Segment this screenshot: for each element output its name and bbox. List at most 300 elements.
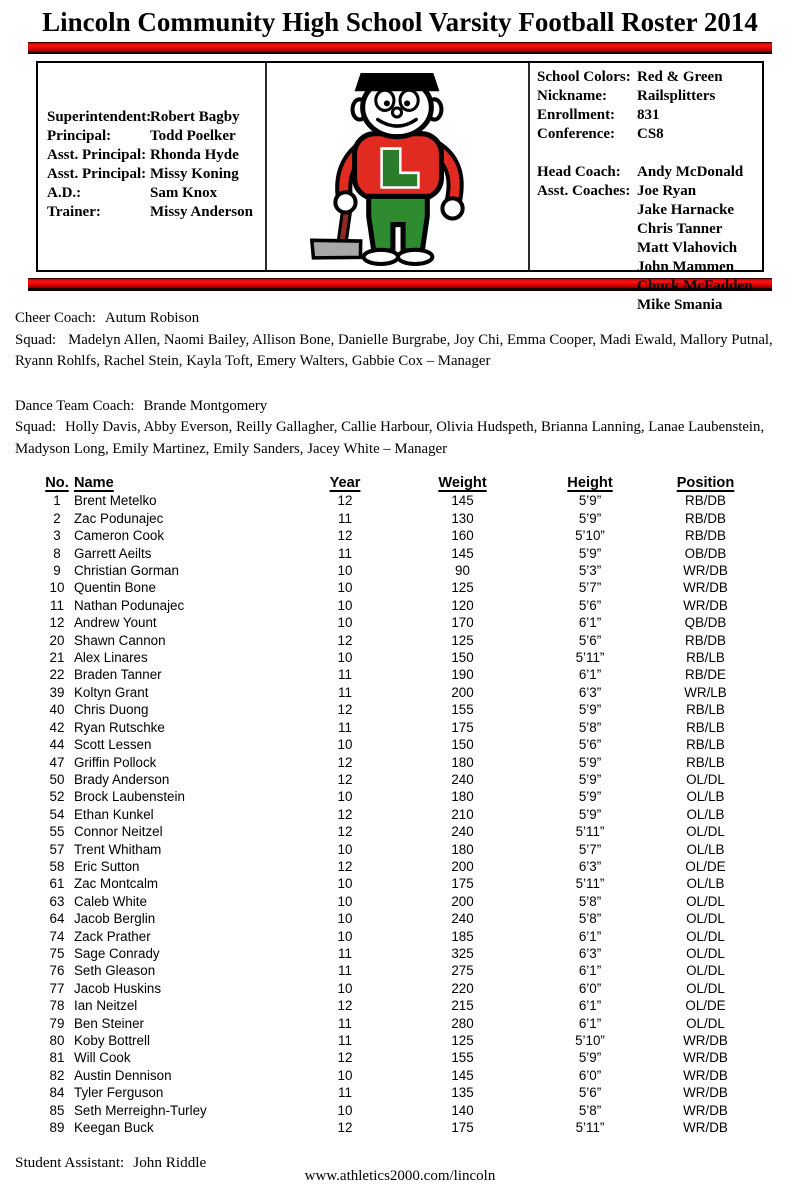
player-year: 11 bbox=[338, 510, 352, 526]
player-height: 5’9” bbox=[578, 806, 602, 822]
player-name: Shawn Cannon bbox=[74, 632, 166, 648]
student-assistant-label: Student Assistant: bbox=[15, 1154, 125, 1172]
player-height: 6’0” bbox=[578, 1067, 602, 1083]
player-year: 10 bbox=[337, 597, 353, 613]
table-row bbox=[40, 788, 776, 805]
table-row bbox=[40, 545, 776, 562]
player-weight: 170 bbox=[451, 615, 474, 631]
player-position: WR/LB bbox=[684, 684, 727, 700]
table-row bbox=[40, 666, 776, 683]
axe-head bbox=[309, 234, 362, 264]
player-height: 6’3” bbox=[578, 945, 602, 961]
player-weight: 145 bbox=[451, 545, 474, 561]
table-row bbox=[40, 1084, 776, 1101]
player-year: 12 bbox=[337, 1050, 353, 1066]
player-name: Chris Duong bbox=[74, 702, 149, 718]
player-position: WR/DB bbox=[683, 1067, 728, 1083]
admin-label: Trainer: bbox=[47, 204, 101, 220]
player-number: 64 bbox=[49, 911, 65, 927]
player-height: 5’7” bbox=[578, 841, 602, 857]
player-weight: 190 bbox=[451, 667, 474, 683]
school-info-value: Railsplitters bbox=[637, 88, 716, 104]
player-position: WR/DB bbox=[683, 1102, 728, 1118]
player-height: 5’8” bbox=[578, 911, 602, 927]
player-position: WR/DB bbox=[683, 563, 728, 579]
admin-value: Missy Koning bbox=[150, 166, 239, 182]
player-weight: 125 bbox=[451, 632, 474, 648]
column-header-year: Year bbox=[329, 475, 361, 491]
player-position: OL/DL bbox=[686, 771, 725, 787]
player-weight: 90 bbox=[455, 563, 470, 579]
player-name: Jacob Huskins bbox=[74, 980, 162, 996]
head-coach-name: Andy McDonald bbox=[637, 164, 744, 180]
column-header-height: Height bbox=[567, 475, 613, 491]
player-height: 6’3” bbox=[578, 684, 602, 700]
player-name: Seth Merreighn-Turley bbox=[74, 1102, 207, 1118]
player-number: 1 bbox=[53, 493, 61, 509]
admin-label: Principal: bbox=[47, 128, 112, 144]
player-position: OL/DL bbox=[686, 980, 725, 996]
player-year: 10 bbox=[337, 650, 353, 666]
admin-label: Asst. Principal: bbox=[47, 166, 147, 182]
player-name: Connor Neitzel bbox=[74, 824, 163, 840]
player-year: 11 bbox=[338, 667, 352, 683]
player-name: Brady Anderson bbox=[74, 771, 170, 787]
admin-row bbox=[47, 108, 265, 127]
player-position: OL/DE bbox=[685, 998, 726, 1014]
player-height: 6’1” bbox=[578, 998, 602, 1014]
player-weight: 210 bbox=[451, 806, 474, 822]
player-height: 6’0” bbox=[578, 980, 602, 996]
player-weight: 240 bbox=[451, 824, 474, 840]
dance-squad-line bbox=[15, 417, 785, 460]
player-name: Tyler Ferguson bbox=[74, 1085, 164, 1101]
player-position: RB/DB bbox=[685, 493, 726, 509]
table-row bbox=[40, 1049, 776, 1066]
player-year: 10 bbox=[337, 563, 353, 579]
asst-coach-name: Joe Ryan bbox=[637, 183, 697, 199]
admin-row bbox=[47, 165, 265, 184]
player-height: 5’9” bbox=[578, 493, 602, 509]
player-name: Brock Laubenstein bbox=[74, 789, 185, 805]
player-height: 5’9” bbox=[578, 510, 602, 526]
school-info-label: School Colors: bbox=[537, 69, 631, 85]
player-year: 12 bbox=[337, 702, 353, 718]
player-height: 5’11” bbox=[575, 1120, 605, 1136]
asst-coach-name: Matt Vlahovich bbox=[637, 240, 738, 256]
mascot-hair bbox=[354, 73, 439, 91]
player-year: 10 bbox=[337, 911, 353, 927]
mascot-panel bbox=[265, 63, 530, 270]
player-position: RB/LB bbox=[686, 719, 725, 735]
player-year: 11 bbox=[338, 1015, 352, 1031]
player-year: 11 bbox=[338, 545, 352, 561]
player-year: 11 bbox=[338, 684, 352, 700]
school-info-value: Red & Green bbox=[637, 69, 723, 85]
asst-coach-name: Jake Harnacke bbox=[637, 202, 735, 218]
cheer-squad-label: Squad: bbox=[15, 331, 57, 348]
admin-row bbox=[47, 203, 265, 222]
player-height: 6’1” bbox=[578, 928, 602, 944]
player-position: WR/DB bbox=[683, 580, 728, 596]
table-row bbox=[40, 980, 776, 997]
player-number: 47 bbox=[49, 754, 65, 770]
player-height: 5’10” bbox=[575, 1033, 605, 1048]
player-weight: 145 bbox=[451, 493, 474, 509]
player-number: 12 bbox=[49, 615, 65, 631]
player-position: RB/DE bbox=[685, 667, 726, 683]
player-number: 9 bbox=[53, 563, 61, 579]
player-height: 5’6” bbox=[578, 1085, 602, 1101]
table-row bbox=[40, 1119, 776, 1136]
school-info-row bbox=[537, 125, 762, 144]
player-year: 12 bbox=[337, 858, 353, 874]
table-row bbox=[40, 736, 776, 753]
player-height: 5’9” bbox=[578, 545, 602, 561]
player-number: 20 bbox=[49, 632, 65, 648]
player-year: 12 bbox=[337, 632, 353, 648]
cheer-section bbox=[15, 308, 785, 373]
player-name: Brent Metelko bbox=[74, 493, 157, 509]
table-row bbox=[40, 579, 776, 596]
player-position: OL/DL bbox=[686, 824, 725, 840]
admin-label: A.D.: bbox=[47, 185, 82, 201]
player-number: 8 bbox=[53, 545, 61, 561]
table-row bbox=[40, 649, 776, 666]
student-assistant-name: John Riddle bbox=[133, 1154, 207, 1172]
player-number: 44 bbox=[49, 737, 65, 753]
player-height: 5’9” bbox=[578, 754, 602, 770]
player-height: 6’3” bbox=[578, 858, 602, 874]
player-weight: 150 bbox=[451, 650, 474, 666]
player-year: 10 bbox=[337, 737, 353, 753]
player-height: 6’1” bbox=[578, 615, 602, 631]
player-year: 11 bbox=[338, 1085, 352, 1101]
roster-table bbox=[40, 475, 776, 1136]
player-position: RB/LB bbox=[686, 650, 725, 666]
player-year: 12 bbox=[337, 528, 353, 544]
player-year: 12 bbox=[337, 754, 353, 770]
player-year: 12 bbox=[337, 1120, 353, 1136]
player-year: 10 bbox=[337, 980, 353, 996]
railsplitter-mascot-icon bbox=[305, 67, 491, 267]
table-row bbox=[40, 701, 776, 718]
player-height: 5’9” bbox=[578, 789, 602, 805]
asst-coaches-row bbox=[537, 182, 762, 315]
table-row bbox=[40, 754, 776, 771]
admin-label: Superintendent: bbox=[47, 109, 152, 125]
table-row bbox=[40, 632, 776, 649]
player-name: Zac Podunajec bbox=[74, 510, 164, 526]
player-position: RB/DB bbox=[685, 632, 726, 648]
player-name: Koby Bottrell bbox=[74, 1033, 150, 1048]
player-name: Trent Whitham bbox=[74, 841, 162, 857]
administration-panel bbox=[38, 63, 265, 270]
table-row bbox=[40, 893, 776, 910]
player-number: 52 bbox=[49, 789, 65, 805]
table-row bbox=[40, 614, 776, 631]
player-year: 12 bbox=[337, 806, 353, 822]
player-year: 12 bbox=[337, 998, 353, 1014]
player-year: 10 bbox=[337, 893, 353, 909]
player-year: 11 bbox=[338, 1033, 352, 1048]
player-number: 80 bbox=[49, 1033, 65, 1048]
player-height: 6’1” bbox=[578, 963, 602, 979]
roster-header-row bbox=[40, 475, 776, 492]
player-number: 63 bbox=[49, 893, 65, 909]
table-row bbox=[40, 1032, 776, 1049]
table-row bbox=[40, 806, 776, 823]
player-number: 75 bbox=[49, 945, 65, 961]
player-weight: 240 bbox=[451, 911, 474, 927]
player-name: Caleb White bbox=[74, 893, 147, 909]
player-year: 10 bbox=[337, 876, 353, 892]
player-weight: 180 bbox=[451, 841, 474, 857]
player-position: OL/LB bbox=[686, 876, 725, 892]
school-info-label: Enrollment: bbox=[537, 107, 616, 123]
dance-coach-label: Dance Team Coach: bbox=[15, 397, 135, 414]
player-year: 12 bbox=[337, 771, 353, 787]
player-position: RB/LB bbox=[686, 702, 725, 718]
player-weight: 145 bbox=[451, 1067, 474, 1083]
dance-squad-label: Squad: bbox=[15, 419, 57, 435]
player-year: 12 bbox=[337, 493, 353, 509]
player-year: 10 bbox=[337, 1102, 353, 1118]
player-name: Griffin Pollock bbox=[74, 754, 157, 770]
page-title: Lincoln Community High School Varsity Football Roster 2014 bbox=[42, 7, 758, 37]
player-height: 5’8” bbox=[578, 719, 602, 735]
school-info-row bbox=[537, 106, 762, 125]
player-weight: 175 bbox=[451, 876, 474, 892]
player-height: 5’10” bbox=[575, 528, 605, 544]
footer-url: www.athletics2000.com/lincoln bbox=[304, 1168, 496, 1184]
player-weight: 175 bbox=[451, 1120, 474, 1136]
player-year: 12 bbox=[337, 824, 353, 840]
cheer-squad-line bbox=[15, 330, 785, 373]
player-name: Ben Steiner bbox=[74, 1015, 144, 1031]
player-weight: 130 bbox=[451, 510, 474, 526]
player-number: 79 bbox=[49, 1015, 65, 1031]
player-weight: 120 bbox=[451, 597, 474, 613]
player-position: WR/DB bbox=[683, 1033, 728, 1048]
player-number: 3 bbox=[53, 528, 61, 544]
player-weight: 240 bbox=[451, 771, 474, 787]
admin-value: Missy Anderson bbox=[150, 204, 253, 220]
player-number: 89 bbox=[49, 1120, 65, 1136]
player-name: Jacob Berglin bbox=[74, 911, 156, 927]
player-weight: 215 bbox=[451, 998, 474, 1014]
player-number: 11 bbox=[50, 597, 64, 613]
player-height: 5’6” bbox=[578, 737, 602, 753]
player-weight: 220 bbox=[451, 980, 474, 996]
player-number: 81 bbox=[49, 1050, 65, 1066]
school-info-label: Conference: bbox=[537, 126, 616, 142]
player-name: Eric Sutton bbox=[74, 858, 140, 874]
player-weight: 200 bbox=[451, 893, 474, 909]
table-row bbox=[40, 823, 776, 840]
player-year: 10 bbox=[337, 841, 353, 857]
player-position: OL/DL bbox=[686, 893, 725, 909]
table-row bbox=[40, 841, 776, 858]
player-number: 78 bbox=[49, 998, 65, 1014]
table-row bbox=[40, 1015, 776, 1032]
player-name: Ryan Rutschke bbox=[74, 719, 165, 735]
player-weight: 155 bbox=[451, 1050, 474, 1066]
player-number: 77 bbox=[49, 980, 65, 996]
column-header-weight: Weight bbox=[438, 475, 487, 491]
school-info-row bbox=[537, 87, 762, 106]
cheer-coach-label: Cheer Coach: bbox=[15, 310, 96, 326]
table-row bbox=[40, 910, 776, 927]
player-year: 10 bbox=[337, 928, 353, 944]
column-header-no: No. bbox=[45, 475, 69, 491]
player-weight: 325 bbox=[451, 945, 474, 961]
column-header-position: Position bbox=[676, 475, 735, 491]
player-position: OL/DL bbox=[686, 945, 725, 961]
admin-label: Asst. Principal: bbox=[47, 147, 147, 163]
player-position: OB/DB bbox=[684, 545, 727, 561]
player-name: Austin Dennison bbox=[74, 1067, 172, 1083]
player-weight: 155 bbox=[451, 702, 474, 718]
table-row bbox=[40, 875, 776, 892]
player-name: Koltyn Grant bbox=[74, 684, 149, 700]
player-year: 10 bbox=[337, 1067, 353, 1083]
player-weight: 185 bbox=[451, 928, 474, 944]
asst-coach-name: Chuck McFadden bbox=[637, 278, 753, 294]
player-height: 5’6” bbox=[578, 597, 602, 613]
player-position: RB/LB bbox=[686, 737, 725, 753]
player-year: 10 bbox=[337, 615, 353, 631]
table-row bbox=[40, 962, 776, 979]
player-number: 58 bbox=[49, 858, 65, 874]
player-height: 5’7” bbox=[578, 580, 602, 596]
player-name: Scott Lessen bbox=[74, 737, 152, 753]
player-number: 85 bbox=[49, 1102, 65, 1118]
player-weight: 180 bbox=[451, 789, 474, 805]
player-number: 82 bbox=[49, 1067, 65, 1083]
player-number: 42 bbox=[49, 719, 65, 735]
player-weight: 125 bbox=[451, 1033, 474, 1048]
player-number: 54 bbox=[49, 806, 65, 822]
table-row bbox=[40, 858, 776, 875]
player-height: 5’11” bbox=[575, 824, 605, 840]
table-row bbox=[40, 597, 776, 614]
player-name: Will Cook bbox=[74, 1050, 131, 1066]
admin-value: Robert Bagby bbox=[150, 109, 240, 125]
admin-row bbox=[47, 146, 265, 165]
player-height: 6’1” bbox=[578, 1015, 602, 1031]
player-position: OL/DL bbox=[686, 928, 725, 944]
player-number: 84 bbox=[49, 1085, 65, 1101]
player-number: 61 bbox=[49, 876, 65, 892]
player-position: RB/LB bbox=[686, 754, 725, 770]
red-divider-top bbox=[28, 42, 772, 54]
player-number: 10 bbox=[49, 580, 65, 596]
player-number: 50 bbox=[49, 771, 65, 787]
mascot-pants bbox=[368, 196, 427, 251]
asst-coach-name: Chris Tanner bbox=[637, 221, 723, 237]
player-weight: 200 bbox=[451, 684, 474, 700]
table-row bbox=[40, 997, 776, 1014]
player-height: 5’9” bbox=[578, 771, 602, 787]
player-height: 5’9” bbox=[578, 1050, 602, 1066]
player-name: Zac Montcalm bbox=[74, 876, 159, 892]
player-year: 11 bbox=[338, 719, 352, 735]
dance-coach-name: Brande Montgomery bbox=[143, 397, 268, 414]
admin-row bbox=[47, 127, 265, 146]
player-weight: 160 bbox=[451, 528, 474, 544]
player-height: 5’11” bbox=[575, 650, 605, 666]
column-header-name: Name bbox=[74, 475, 114, 491]
player-number: 74 bbox=[49, 928, 65, 944]
player-name: Cameron Cook bbox=[74, 528, 165, 544]
table-row bbox=[40, 719, 776, 736]
player-weight: 275 bbox=[451, 963, 474, 979]
admin-value: Rhonda Hyde bbox=[150, 147, 239, 163]
player-height: 5’9” bbox=[578, 702, 602, 718]
asst-coach-name: John Mammen bbox=[637, 259, 735, 275]
player-name: Alex Linares bbox=[74, 650, 148, 666]
cheer-squad-names: Madelyn Allen, Naomi Bailey, Allison Bone, Danielle Burgrabe, Joy Chi, Emma Cooper, Madi Ewald, Mallory Putnal, Ryann Rohlfs, Rachel Stein, Kayla Toft, Emery Walters, Gabbie Cox – Manager bbox=[15, 331, 773, 369]
player-position: WR/DB bbox=[683, 1085, 728, 1101]
table-row bbox=[40, 492, 776, 509]
school-info-value: CS8 bbox=[637, 126, 664, 142]
player-position: OL/DL bbox=[686, 1015, 725, 1031]
player-height: 6’1” bbox=[578, 667, 602, 683]
player-position: OL/LB bbox=[686, 806, 725, 822]
player-position: QB/DB bbox=[684, 615, 727, 631]
player-year: 10 bbox=[337, 580, 353, 596]
player-year: 11 bbox=[338, 945, 352, 961]
player-number: 22 bbox=[49, 667, 65, 683]
player-weight: 135 bbox=[451, 1085, 474, 1101]
player-number: 55 bbox=[49, 824, 65, 840]
asst-coaches-label: Asst. Coaches: bbox=[537, 183, 631, 199]
player-name: Seth Gleason bbox=[74, 963, 156, 979]
table-row bbox=[40, 928, 776, 945]
player-name: Zack Prather bbox=[74, 928, 151, 944]
player-position: WR/DB bbox=[683, 1050, 728, 1066]
table-row bbox=[40, 1102, 776, 1119]
player-height: 5’8” bbox=[578, 1102, 602, 1118]
player-name: Keegan Buck bbox=[74, 1120, 154, 1136]
player-position: OL/DE bbox=[685, 858, 726, 874]
table-row bbox=[40, 1067, 776, 1084]
school-info-label: Nickname: bbox=[537, 88, 607, 104]
player-weight: 200 bbox=[451, 858, 474, 874]
player-weight: 125 bbox=[451, 580, 474, 596]
player-height: 5’6” bbox=[578, 632, 602, 648]
player-name: Christian Gorman bbox=[74, 563, 179, 579]
player-weight: 175 bbox=[451, 719, 474, 735]
player-weight: 150 bbox=[451, 737, 474, 753]
player-height: 5’8” bbox=[578, 893, 602, 909]
player-name: Ian Neitzel bbox=[74, 998, 138, 1014]
table-row bbox=[40, 527, 776, 544]
player-name: Garrett Aeilts bbox=[74, 545, 152, 561]
dance-coach-line bbox=[15, 396, 785, 418]
player-name: Ethan Kunkel bbox=[74, 806, 154, 822]
admin-value: Sam Knox bbox=[150, 185, 218, 201]
player-weight: 140 bbox=[451, 1102, 474, 1118]
dance-squad-names: Holly Davis, Abby Everson, Reilly Gallagher, Callie Harbour, Olivia Hudspeth, Brianna Lanning, Lanae Laubenstein, Madyson Long, Emily Martinez, Emily Sanders, Jacey White – Manager bbox=[15, 419, 765, 457]
dance-section bbox=[15, 396, 785, 461]
header-info-box bbox=[36, 61, 764, 313]
table-row bbox=[40, 771, 776, 788]
player-position: RB/DB bbox=[685, 510, 726, 526]
head-coach-row bbox=[537, 163, 762, 182]
player-position: WR/DB bbox=[683, 597, 728, 613]
